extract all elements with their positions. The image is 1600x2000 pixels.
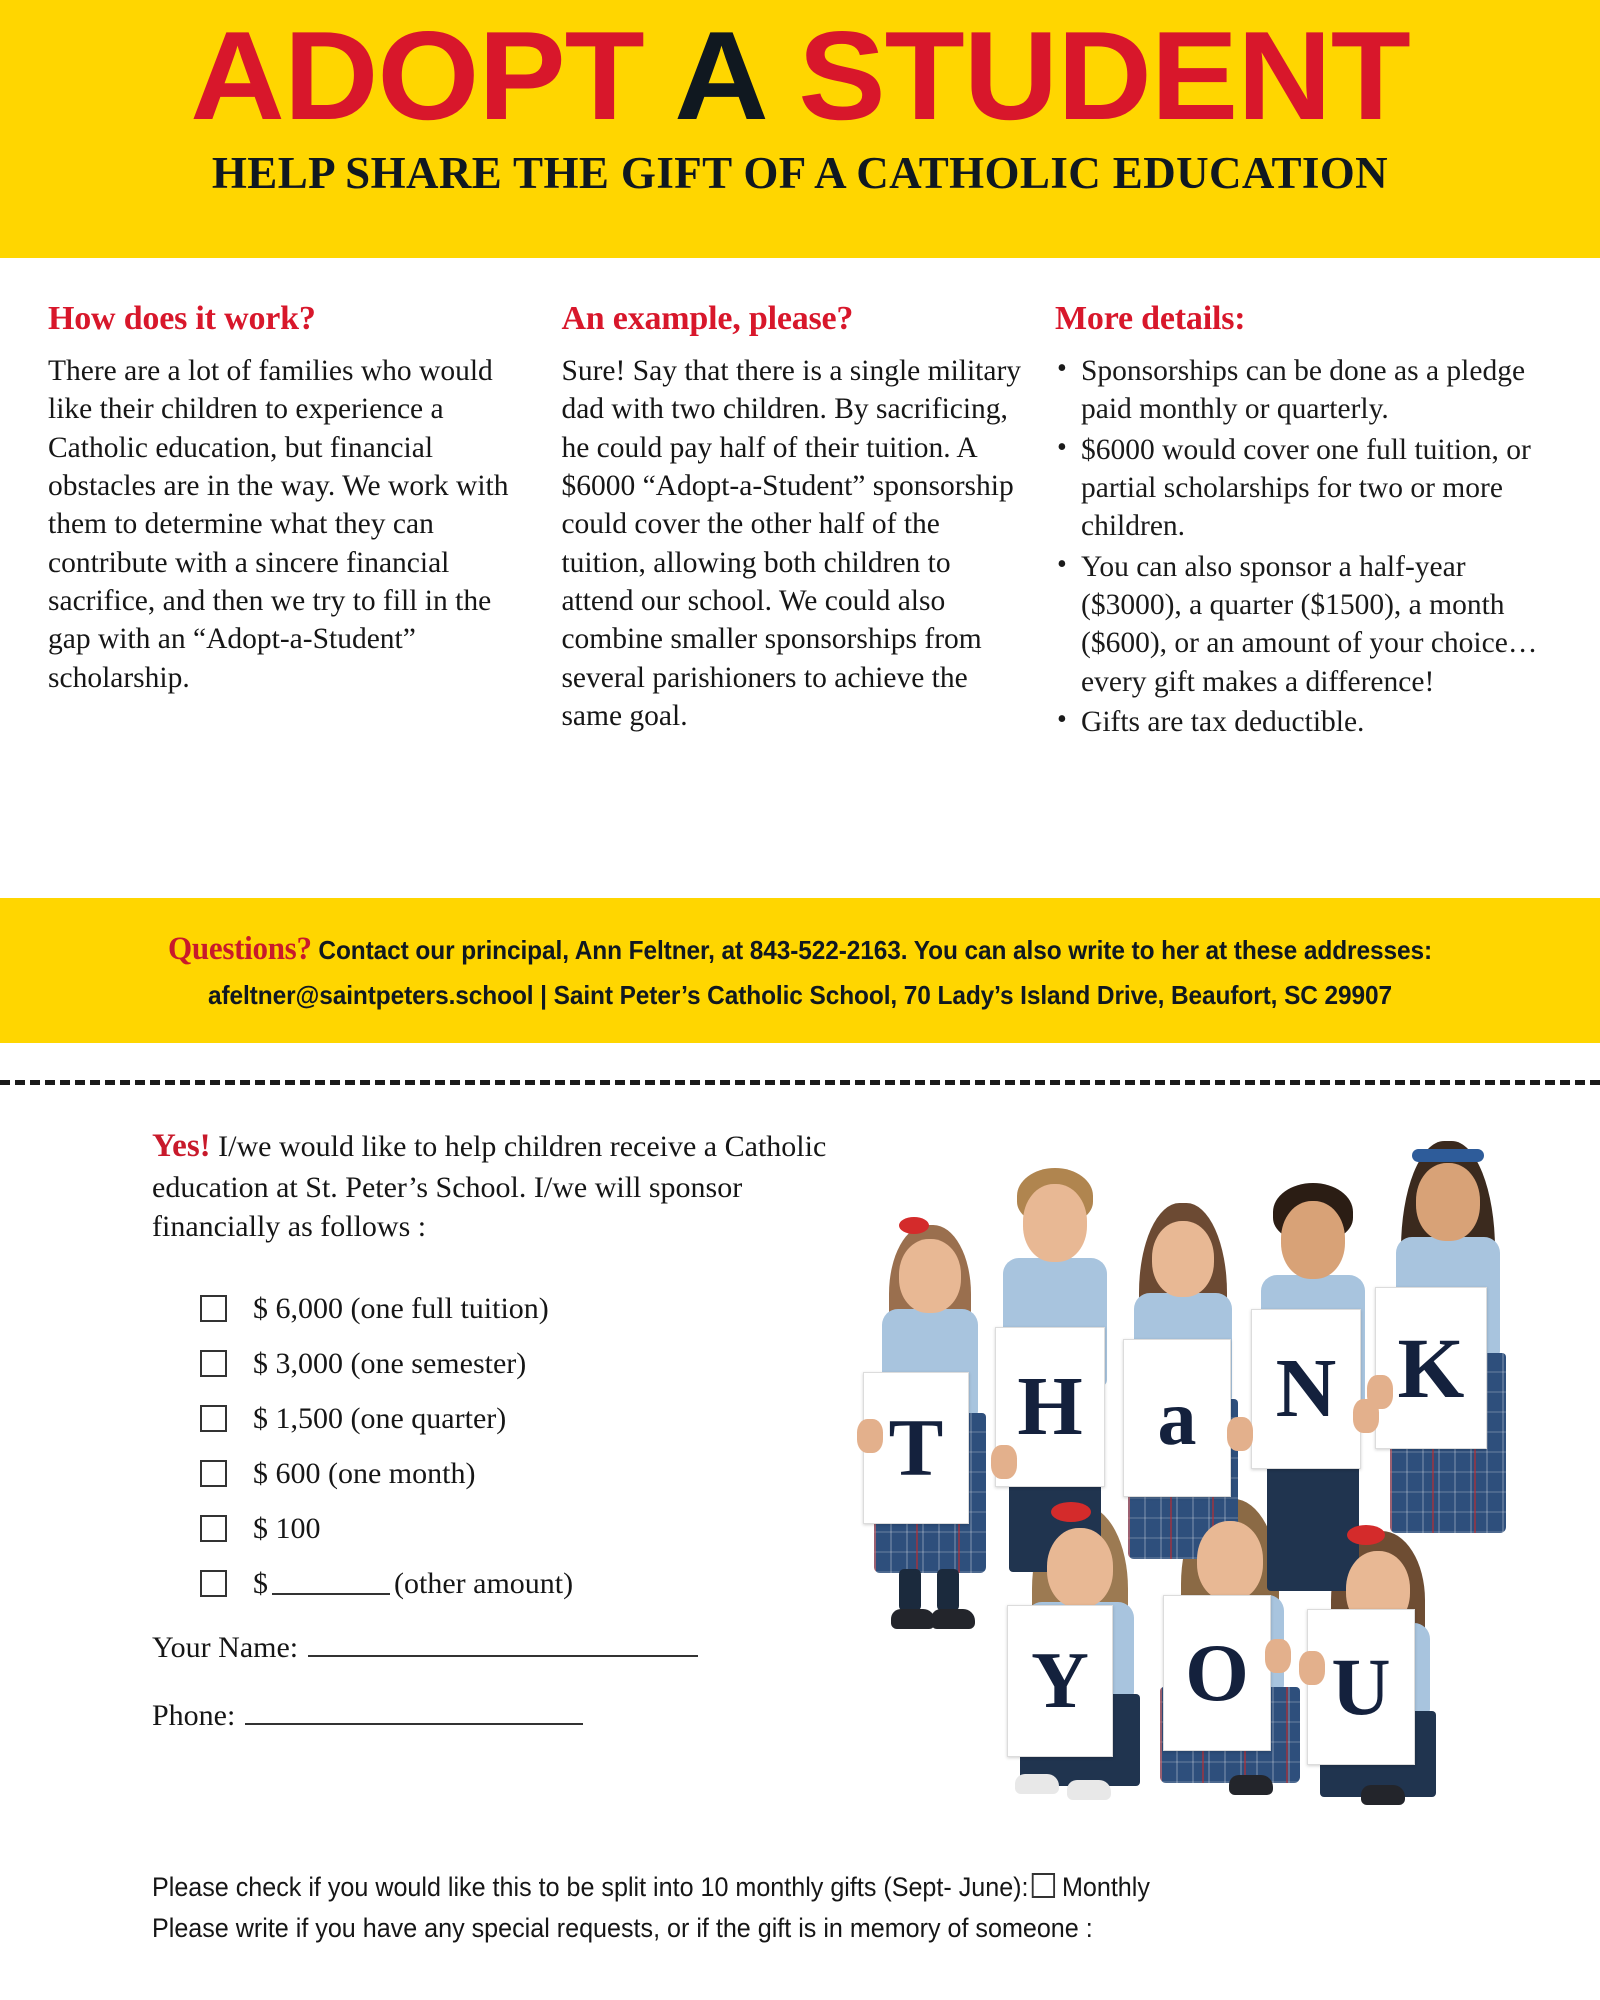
shoe xyxy=(891,1609,935,1629)
column-heading: More details: xyxy=(1055,300,1246,337)
other-amount-suffix: (other amount) xyxy=(394,1566,574,1600)
form-intro-text: I/we would like to help children receive a Catholic education at St. Peter’s School. I/we will sponsor financially as follows : xyxy=(152,1130,827,1243)
phone-field-row xyxy=(152,1699,852,1733)
letter-glyph: O xyxy=(1185,1627,1249,1718)
questions-line-1 xyxy=(48,924,1552,975)
name-field-row xyxy=(152,1631,852,1665)
checkbox-label: $ 100 xyxy=(253,1511,321,1545)
checkbox-label-other xyxy=(253,1567,573,1601)
list-item[interactable] xyxy=(200,1402,852,1436)
checkbox-label: $ 3,000 (one semester) xyxy=(253,1346,527,1380)
title-part-1: ADOPT xyxy=(190,5,675,146)
hair-bow-icon xyxy=(1051,1502,1091,1522)
hand xyxy=(1299,1651,1325,1685)
yes-label: Yes! xyxy=(152,1128,211,1164)
letter-glyph: K xyxy=(1397,1320,1465,1416)
letter-glyph: Y xyxy=(1031,1637,1089,1725)
letter-card-u xyxy=(1307,1609,1415,1765)
monthly-text-after: Monthly xyxy=(1061,1872,1150,1902)
list-item[interactable] xyxy=(200,1347,852,1381)
contact-text: Contact our principal, Ann Feltner, at 843-522-2163. You can also write to her at these addresses: xyxy=(318,935,1432,965)
column-more-details xyxy=(1055,300,1560,743)
list-item[interactable] xyxy=(200,1567,852,1601)
info-columns xyxy=(0,258,1600,743)
checkbox-other-amount[interactable] xyxy=(200,1570,227,1597)
page-subtitle: HELP SHARE THE GIFT OF A CATHOLIC EDUCATION xyxy=(211,147,1389,198)
face xyxy=(1281,1201,1345,1279)
other-amount-input[interactable] xyxy=(272,1593,390,1595)
form-fields-area xyxy=(152,1125,852,1767)
details-bullet-list xyxy=(1055,352,1560,741)
shoe xyxy=(1361,1785,1405,1805)
sock xyxy=(937,1569,959,1611)
title-letter-a: A xyxy=(674,5,763,146)
checkbox-label: $ 1,500 (one quarter) xyxy=(253,1401,507,1435)
page-title xyxy=(0,5,1600,146)
letter-glyph: U xyxy=(1331,1641,1391,1732)
contact-fields xyxy=(152,1631,852,1733)
face xyxy=(1047,1528,1113,1608)
checkbox-monthly[interactable] xyxy=(1032,1873,1055,1898)
letter-card-n xyxy=(1251,1309,1361,1469)
other-amount-prefix: $ xyxy=(253,1566,268,1600)
column-heading: How does it work? xyxy=(48,300,316,337)
special-requests-line: Please write if you have any special requests, or if the gift is in memory of someone : xyxy=(152,1912,1093,1943)
questions-label: Questions? xyxy=(168,931,312,967)
column-body: Sure! Say that there is a single military dad with two children. By sacrificing, he could pay half of their tuition. A $6000 “Adopt-a-Student” sponsorship could cover the other half of the tuition, allowing both children to attend our school. We could also combine smaller sponsorships from several parishioners to achieve the same goal. xyxy=(561,355,1022,733)
letter-card-y xyxy=(1007,1605,1113,1757)
hand xyxy=(1227,1417,1253,1451)
name-label: Your Name: xyxy=(152,1630,299,1664)
letter-card-a xyxy=(1123,1339,1231,1497)
name-input[interactable] xyxy=(308,1655,698,1657)
letter-card-o xyxy=(1163,1595,1271,1751)
hand xyxy=(857,1419,883,1453)
checkbox-100[interactable] xyxy=(200,1515,227,1542)
list-item[interactable] xyxy=(200,1512,852,1546)
column-how-does-it-work xyxy=(48,300,561,743)
list-item[interactable] xyxy=(200,1457,852,1491)
hand xyxy=(991,1445,1017,1479)
hair-bow-icon xyxy=(899,1217,929,1234)
monthly-text-before: Please check if you would like this to be split into 10 monthly gifts (Sept- June): xyxy=(152,1872,1029,1902)
list-item: • Gifts are tax deductible. xyxy=(1055,703,1560,741)
list-item: • You can also sponsor a half-year ($3000), a quarter ($1500), a month ($600), or an amount of your choice… every gift makes a difference! xyxy=(1055,548,1560,701)
column-heading: An example, please? xyxy=(561,300,854,337)
headband xyxy=(1412,1149,1484,1162)
phone-label: Phone: xyxy=(152,1698,236,1732)
letter-glyph: N xyxy=(1275,1342,1337,1435)
shoe xyxy=(1067,1780,1111,1800)
checkbox-6000[interactable] xyxy=(200,1295,227,1322)
letter-glyph: T xyxy=(888,1402,944,1493)
donation-amount-options xyxy=(152,1292,852,1601)
column-body: There are a lot of families who would like their children to experience a Catholic education, but financial obstacles are in the way. We work with them to determine what they can contribute with a sincere financial sacrifice, and then we try to fill in the gap with an “Adopt-a-Student” scholarship. xyxy=(48,355,509,694)
questions-line-2: afeltner@saintpeters.school | Saint Peter’s Catholic School, 70 Lady’s Island Drive, Beaufort, SC 29907 xyxy=(207,980,1393,1011)
sock xyxy=(899,1569,921,1611)
phone-input[interactable] xyxy=(245,1723,583,1725)
shoe xyxy=(931,1609,975,1629)
response-form xyxy=(0,1125,1600,2000)
shoe xyxy=(1229,1775,1273,1795)
face xyxy=(1416,1163,1480,1241)
face xyxy=(1023,1184,1087,1262)
face xyxy=(1152,1221,1214,1297)
hand xyxy=(1265,1639,1291,1673)
face xyxy=(899,1239,961,1313)
header-banner xyxy=(0,0,1600,258)
checkbox-1500[interactable] xyxy=(200,1405,227,1432)
hair-bow-icon xyxy=(1347,1525,1385,1545)
letter-glyph: H xyxy=(1017,1360,1083,1453)
monthly-split-line xyxy=(152,1867,1398,1908)
thank-you-photo xyxy=(855,1127,1555,1857)
letter-card-k xyxy=(1375,1287,1487,1449)
checkbox-label: $ 6,000 (one full tuition) xyxy=(253,1291,549,1325)
list-item: • $6000 would cover one full tuition, or partial scholarships for two or more children. xyxy=(1055,431,1560,546)
questions-contact-banner xyxy=(0,898,1600,1043)
checkbox-600[interactable] xyxy=(200,1460,227,1487)
form-intro xyxy=(152,1125,852,1246)
list-item[interactable] xyxy=(200,1292,852,1326)
shoe xyxy=(1015,1774,1059,1794)
list-item: • Sponsorships can be done as a pledge paid monthly or quarterly. xyxy=(1055,352,1560,429)
letter-glyph: a xyxy=(1157,1374,1197,1461)
face xyxy=(1197,1521,1263,1601)
tear-off-divider xyxy=(0,1080,1600,1085)
form-footer-notes xyxy=(152,1867,1398,1948)
title-part-2: STUDENT xyxy=(762,5,1410,146)
checkbox-3000[interactable] xyxy=(200,1350,227,1377)
checkbox-label: $ 600 (one month) xyxy=(253,1456,476,1490)
column-an-example xyxy=(561,300,1055,743)
hand xyxy=(1367,1375,1393,1409)
